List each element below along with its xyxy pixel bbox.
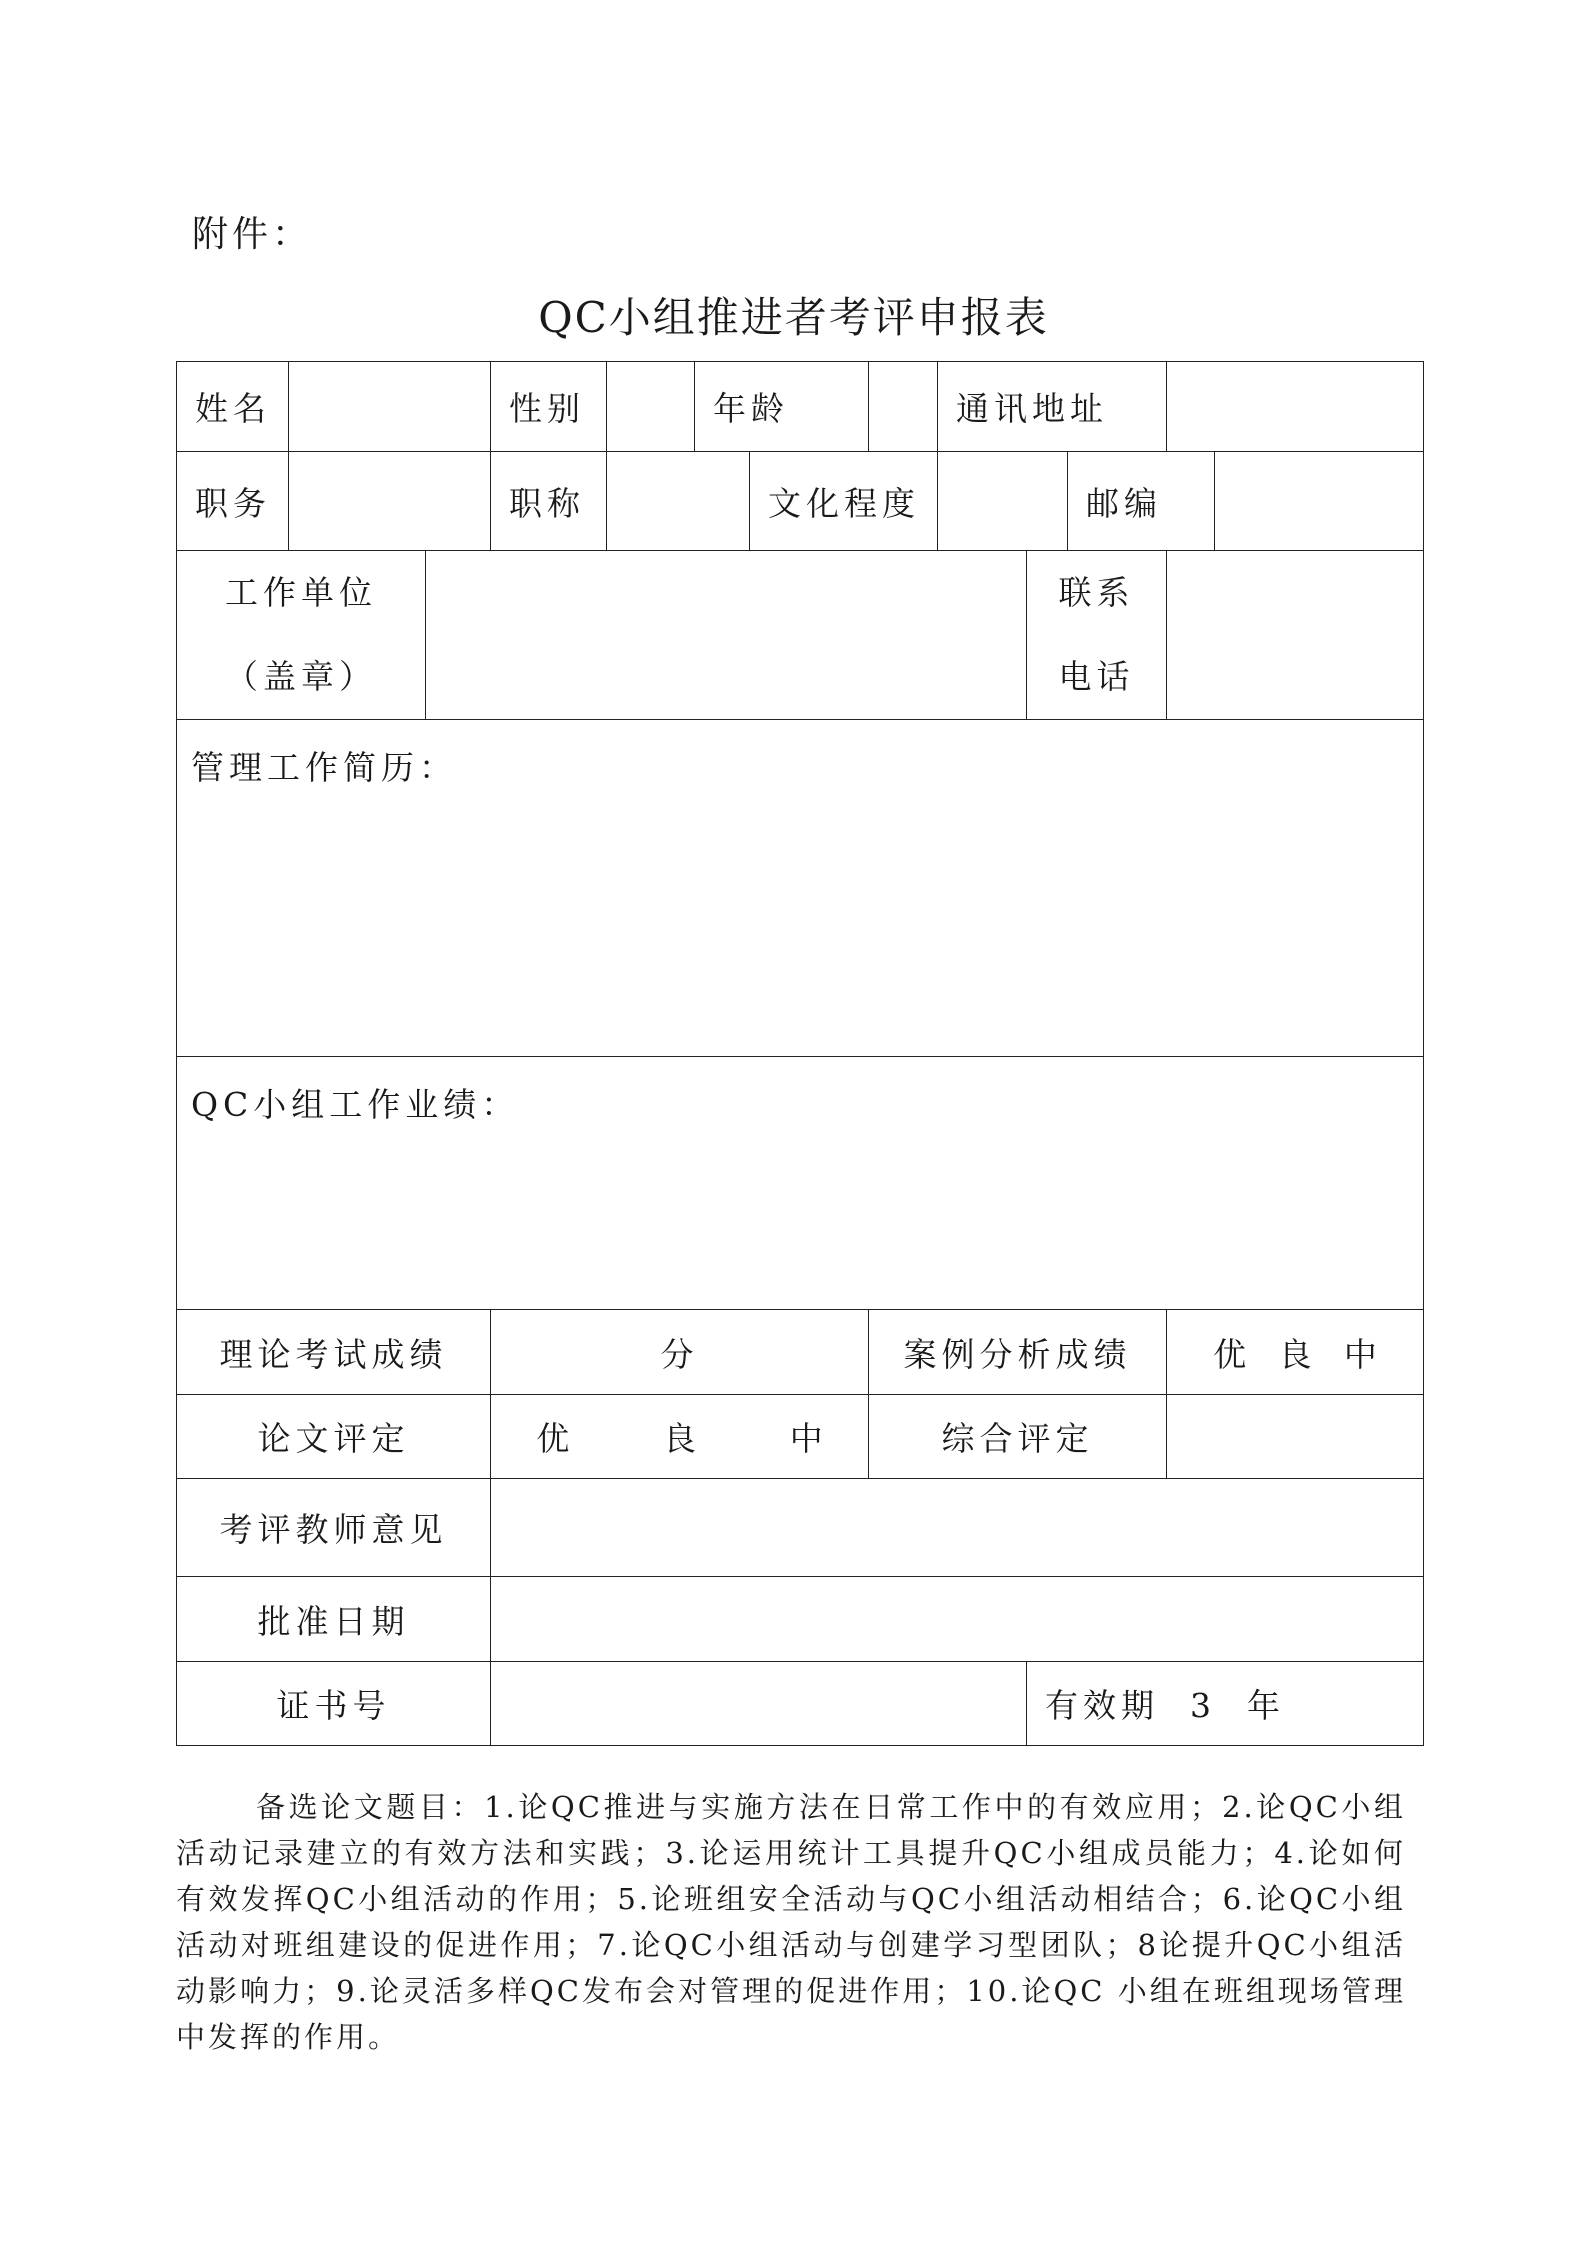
- row-basic-info: [177, 362, 1424, 452]
- work-unit-label-line1: 工作单位: [225, 573, 377, 612]
- gender-field[interactable]: [607, 362, 695, 452]
- approval-date-label: 批准日期: [177, 1577, 491, 1662]
- paper-option-good[interactable]: 良: [663, 1419, 696, 1458]
- teacher-opinion-label: 考评教师意见: [177, 1479, 491, 1577]
- position-label: 职务: [177, 452, 289, 551]
- name-field[interactable]: [289, 362, 491, 452]
- row-paper-overall: [177, 1395, 1424, 1479]
- paper-evaluation-options[interactable]: [491, 1395, 869, 1479]
- gender-label: 性别: [491, 362, 607, 452]
- application-form-table: [176, 361, 1424, 1746]
- case-score-label: 案例分析成绩: [869, 1310, 1167, 1395]
- case-option-medium[interactable]: 中: [1343, 1334, 1377, 1374]
- age-label: 年龄: [695, 362, 869, 452]
- work-unit-field[interactable]: [426, 551, 1027, 720]
- case-option-good[interactable]: 良: [1278, 1334, 1312, 1374]
- row-job-info: [177, 452, 1424, 551]
- row-approval-date: [177, 1577, 1424, 1662]
- management-resume-section[interactable]: [177, 720, 1424, 1057]
- name-label: 姓名: [177, 362, 289, 452]
- attachment-label: 附件：: [192, 214, 313, 255]
- overall-evaluation-label: 综合评定: [869, 1395, 1167, 1479]
- professional-title-label: 职称: [491, 452, 607, 551]
- row-certificate: [177, 1662, 1424, 1746]
- position-field[interactable]: [289, 452, 491, 551]
- management-resume-label: 管理工作简历：: [191, 748, 457, 787]
- case-option-excellent[interactable]: 优: [1213, 1334, 1247, 1374]
- professional-title-field[interactable]: [607, 452, 750, 551]
- education-label: 文化程度: [750, 452, 938, 551]
- theory-score-label: 理论考试成绩: [177, 1310, 491, 1395]
- row-exam-scores: [177, 1310, 1424, 1395]
- phone-label: [1027, 551, 1167, 720]
- row-resume: [177, 720, 1424, 1057]
- work-unit-label: [177, 551, 426, 720]
- postcode-label: 邮编: [1068, 452, 1215, 551]
- work-unit-label-line2: （盖章）: [225, 657, 377, 696]
- row-unit-info: [177, 551, 1424, 720]
- paper-option-medium[interactable]: 中: [789, 1419, 823, 1458]
- postcode-field[interactable]: [1215, 452, 1424, 551]
- optional-paper-topics-note: 备选论文题目：1.论QC推进与实施方法在日常工作中的有效应用；2.论QC小组活动记录建立的有效方法和实践；3.论运用统计工具提升QC小组成员能力；4.论如何有效发挥QC小组活动的作用；5.论班组安全活动与QC小组活动相结合；6.论QC小组活动对班组建设的促进作用；7.论QC小组活动与创建学习型团队；8论提升QC小组活动影响力；9.论灵活多样QC发布会对管理的促进作用；10.论QC 小组在班组现场管理中发挥的作用。: [176, 1790, 1406, 2054]
- paper-evaluation-label: 论文评定: [177, 1395, 491, 1479]
- teacher-opinion-field[interactable]: [491, 1479, 1424, 1577]
- theory-score-unit: 分: [660, 1334, 699, 1374]
- qc-achievement-label: QC小组工作业绩：: [191, 1085, 520, 1124]
- row-achievements: [177, 1057, 1424, 1310]
- age-field[interactable]: [869, 362, 938, 452]
- paper-option-excellent[interactable]: 优: [536, 1419, 570, 1458]
- phone-field[interactable]: [1167, 551, 1424, 720]
- row-teacher-opinion: [177, 1479, 1424, 1577]
- theory-score-field[interactable]: [491, 1310, 869, 1395]
- approval-date-field[interactable]: [491, 1577, 1424, 1662]
- form-title: QC小组推进者考评申报表: [538, 293, 1049, 342]
- qc-achievement-section[interactable]: [177, 1057, 1424, 1310]
- address-label: 通讯地址: [938, 362, 1167, 452]
- case-score-options[interactable]: [1167, 1310, 1424, 1395]
- address-field[interactable]: [1167, 362, 1424, 452]
- overall-evaluation-field[interactable]: [1167, 1395, 1424, 1479]
- certificate-number-field[interactable]: [491, 1662, 1027, 1746]
- phone-label-line1: 联系: [1058, 573, 1135, 612]
- phone-label-line2: 电话: [1058, 657, 1135, 696]
- validity-period: 有效期 3 年: [1027, 1662, 1424, 1746]
- education-field[interactable]: [938, 452, 1068, 551]
- certificate-number-label: 证书号: [177, 1662, 491, 1746]
